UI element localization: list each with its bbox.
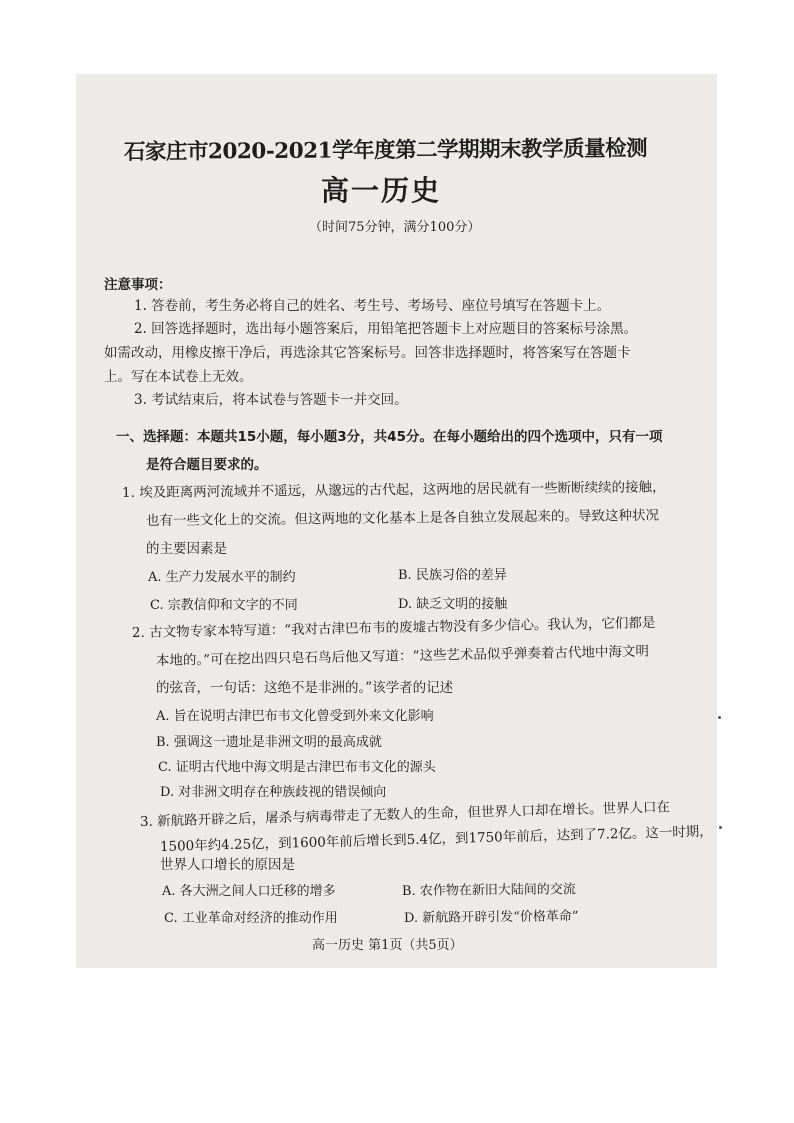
question-3-option-c: C. 工业革命对经济的推动作用 — [164, 911, 338, 926]
question-3-stem: 3. 新航路开辟之后，屠杀与病毒带走了无数人的生命，但世界人口却在增长。世界人口在 — [139, 799, 671, 830]
question-2-option-d: D. 对非洲文明存在种族歧视的错误倾向 — [160, 785, 387, 800]
question-3-stem: 世界人口增长的原因是 — [160, 857, 295, 873]
question-3-option-b: B. 农作物在新旧大陆间的交流 — [401, 882, 576, 899]
question-3-stem: 1500年约4.25亿，到1600年前后增长到5.4亿，到1750年前后，达到了7.2亿。这一时期， — [159, 823, 713, 855]
exam-title: 石家庄市2020-2021学年度第二学期期末教学质量检测 — [123, 136, 648, 165]
notice-item: 2. 回答选择题时，选出每小题答案后，用铅笔把答题卡上对应题目的答案标号涂黑。 — [134, 321, 638, 337]
time-note: （时间75分钟，满分100分） — [309, 220, 481, 235]
question-2-stem: 本地的。”可在挖出四只皂石鸟后他又写道：“这些艺术品似乎弹奏着古代地中海文明 — [155, 643, 650, 669]
scan-speck — [718, 716, 721, 719]
question-2-stem: 2. 古文物专家本特写道：“我对古津巴布韦的废墟古物没有多少信心。我认为，它们都是 — [131, 614, 656, 641]
scan-speck — [719, 826, 722, 829]
question-1-stem: 也有一些文化上的交流。但这两地的文化基本上是各自独立发展起来的。导致这种状况 — [145, 507, 660, 529]
section-heading: 一、选择题：本题共15小题，每小题3分，共45分。在每小题给出的四个选项中，只有一项 — [116, 429, 663, 445]
question-1-stem: 的主要因素是 — [146, 541, 227, 557]
question-2-stem: 的弦音，一句话：这绝不是非洲的。”该学者的记述 — [156, 680, 454, 696]
exam-paper-sheet — [76, 74, 717, 968]
question-1-option-c: C. 宗教信仰和文字的不同 — [150, 598, 298, 613]
question-1-stem: 1. 埃及距离两河流域并不遥远，从邈远的古代起，这两地的居民就有一些断断续续的接触， — [121, 479, 666, 501]
section-heading-cont: 是符合题目要求的。 — [146, 457, 268, 473]
notice-item: 1. 答卷前，考生务必将自己的姓名、考生号、考场号、座位号填写在答题卡上。 — [134, 298, 611, 314]
question-1-option-a: A. 生产力发展水平的制约 — [148, 570, 296, 585]
notice-heading: 注意事项： — [104, 277, 172, 293]
page-footer: 高一历史 第1页（共5页） — [312, 938, 463, 953]
question-3-option-a: A. 各大洲之间人口迁移的增多 — [162, 884, 336, 899]
question-2-option-a: A. 旨在说明古津巴布韦文化曾受到外来文化影响 — [156, 709, 434, 724]
question-2-option-b: B. 强调这一遗址是非洲文明的最高成就 — [156, 735, 382, 750]
subject-title: 高一历史 — [321, 174, 442, 207]
notice-item: 上。写在本试卷上无效。 — [104, 369, 253, 385]
question-1-option-b: B. 民族习俗的差异 — [398, 568, 507, 583]
notice-item: 如需改动，用橡皮擦干净后，再选涂其它答案标号。回答非选择题时，将答案写在答题卡 — [104, 345, 631, 361]
question-3-option-d: D. 新航路开辟引发“价格革命” — [403, 909, 579, 926]
question-1-option-d: D. 缺乏文明的接触 — [398, 597, 508, 612]
question-2-option-c: C. 证明古代地中海文明是古津巴布韦文化的源头 — [158, 760, 436, 775]
notice-item: 3. 考试结束后，将本试卷与答题卡一并交回。 — [134, 392, 408, 408]
